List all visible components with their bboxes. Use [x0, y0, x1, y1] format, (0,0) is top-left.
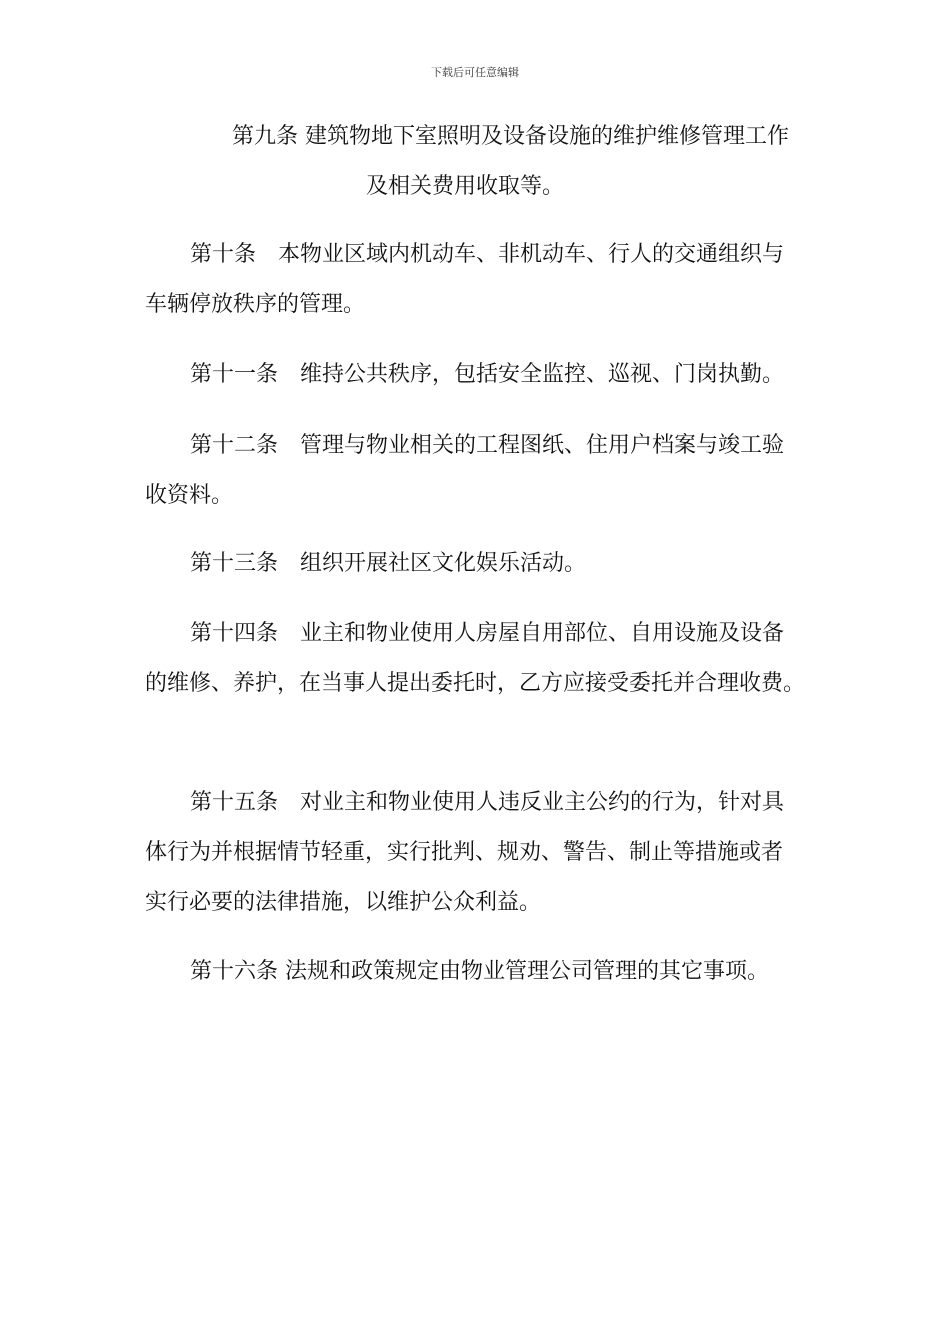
- article-13-line-1: 第十三条 组织开展社区文化娱乐活动。: [190, 551, 587, 576]
- article-10-line-2: 车辆停放秩序的管理。: [145, 292, 366, 317]
- article-15-line-2: 体行为并根据情节轻重，实行批判、规劝、警告、制止等措施或者: [145, 840, 784, 865]
- article-14-line-2: 的维修、养护，在当事人提出委托时，乙方应接受委托并合理收费。: [145, 671, 806, 696]
- article-16-line-1: 第十六条 法规和政策规定由物业管理公司管理的其它事项。: [190, 959, 769, 984]
- article-11-line-1: 第十一条 维持公共秩序，包括安全监控、巡视、门岗执勤。: [190, 362, 785, 387]
- article-9-line-1: 第九条 建筑物地下室照明及设备设施的维护维修管理工作: [232, 124, 789, 149]
- page-header: 下载后可任意编辑: [431, 66, 519, 79]
- article-15-line-3: 实行必要的法律措施，以维护公众利益。: [145, 890, 542, 915]
- article-12-line-1: 第十二条 管理与物业相关的工程图纸、住用户档案与竣工验: [190, 433, 785, 458]
- article-12-line-2: 收资料。: [145, 483, 234, 508]
- article-15-line-1: 第十五条 对业主和物业使用人违反业主公约的行为，针对具: [190, 790, 785, 815]
- article-9-line-2: 及相关费用收取等。: [366, 174, 565, 199]
- article-10-line-1: 第十条 本物业区域内机动车、非机动车、行人的交通组织与: [190, 242, 785, 267]
- article-14-line-1: 第十四条 业主和物业使用人房屋自用部位、自用设施及设备: [190, 621, 785, 646]
